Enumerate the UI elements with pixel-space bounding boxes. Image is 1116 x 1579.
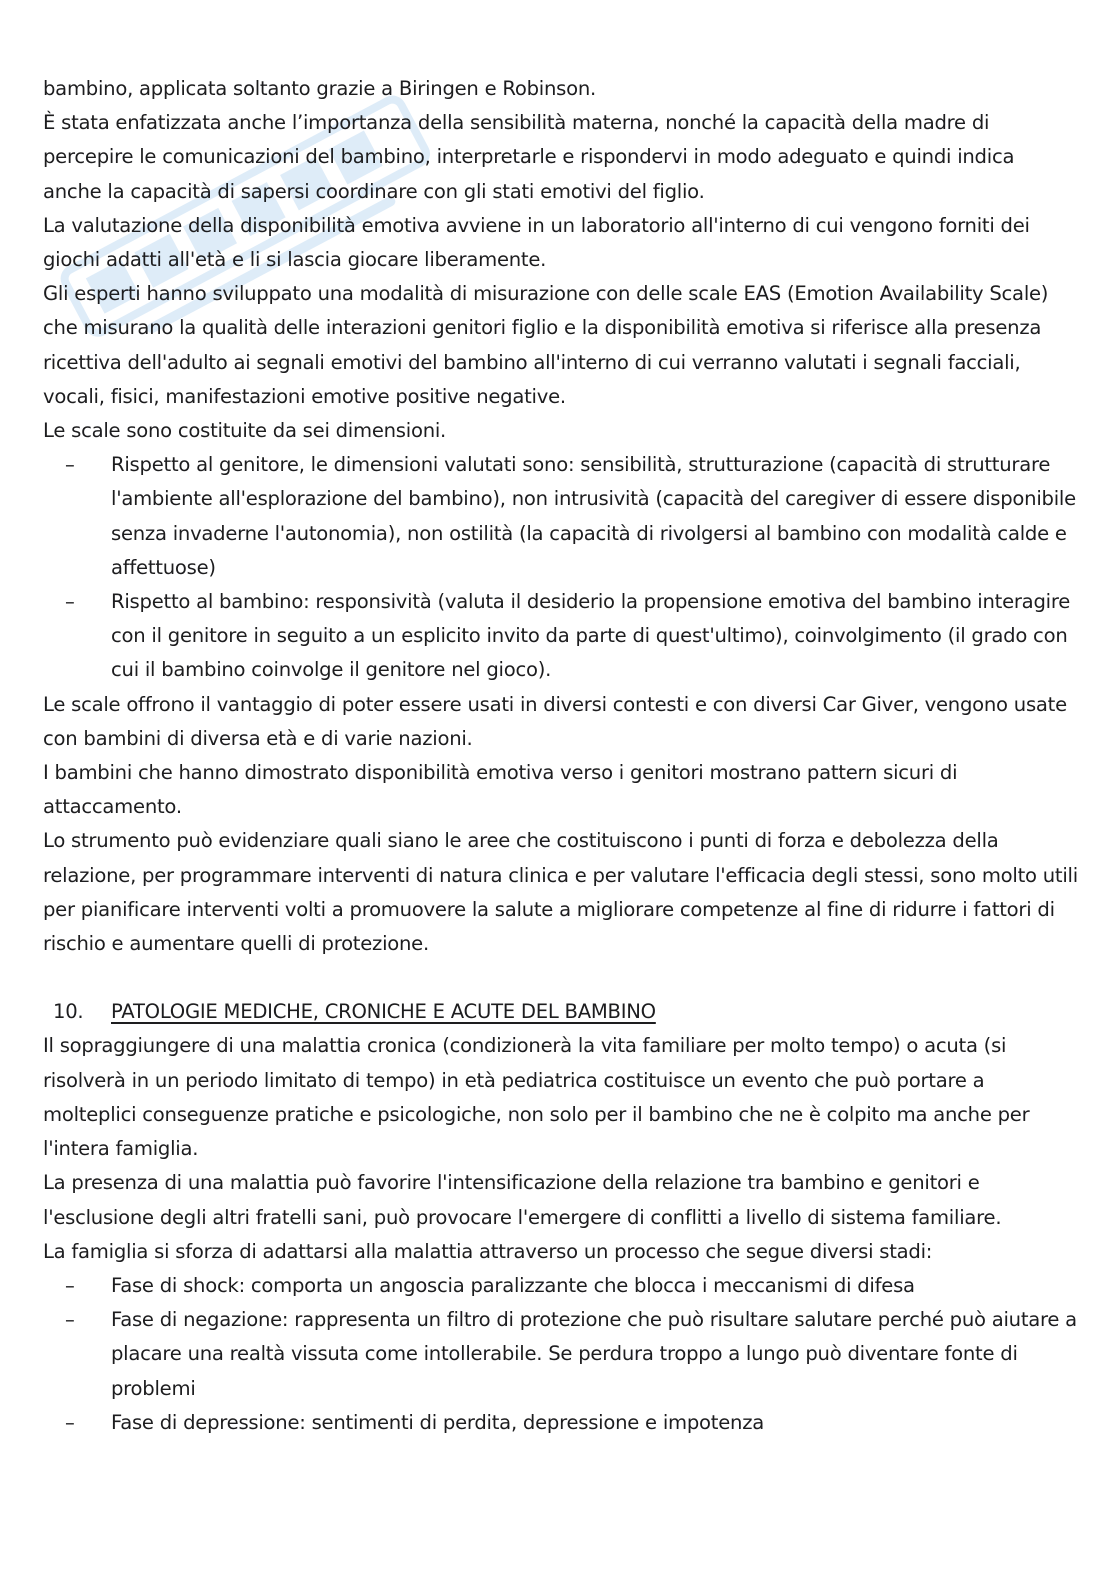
list-item [43,448,1078,585]
list-item-text: Rispetto al bambino: responsività (valuta il desiderio la propensione emotiva del bambino interagire con il genitore in seguito a un esplicito invito da parte di quest'ultimo), coinvolgimento (il grado con cui il bambino coinvolge il genitore nel gioco). [111,590,1071,682]
paragraph: Le scale offrono il vantaggio di poter essere usati in diversi contesti e con diversi Car Giver, vengono usate con bambini di diversa età e di varie nazioni. [43,692,1067,750]
paragraph: Lo strumento può evidenziare quali siano le aree che costituiscono i punti di forza e debolezza della relazione, per programmare interventi di natura clinica e per valutare l'efficacia degli stessi, sono molto utili per pianificare interventi volti a promuovere la salute a migliorare competenze al fine di ridurre i fattori di rischio e aumentare quelli di protezione. [43,829,1078,956]
list-item-text: Fase di shock: comporta un angoscia paralizzante che blocca i meccanismi di difesa [111,1273,915,1297]
section-heading [43,995,1078,1029]
list-item-text: Fase di depressione: sentimenti di perdita, depressione e impotenza [111,1410,764,1434]
spacer [43,961,1078,995]
dash-bullet-icon: – [65,1308,75,1332]
document-page [43,72,1078,1440]
list-item-text: Fase di negazione: rappresenta un filtro di protezione che può risultare salutare perché può aiutare a placare una realtà vissuta come intollerabile. Se perdura troppo a lungo può diventare fonte di problemi [111,1308,1077,1400]
dash-bullet-icon: – [65,590,75,614]
paragraph: Le scale sono costituite da sei dimensioni. [43,419,447,443]
paragraph: È stata enfatizzata anche l’importanza della sensibilità materna, nonché la capacità della madre di percepire le comunicazioni del bambino, interpretarle e rispondervi in modo adeguato e quindi indica anche la capacità di sapersi coordinare con gli stati emotivi del figlio. [43,111,1015,203]
scale-dimensions-list [43,448,1078,687]
paragraph: I bambini che hanno dimostrato disponibilità emotiva verso i genitori mostrano pattern sicuri di attaccamento. [43,761,958,819]
dash-bullet-icon: – [65,1410,75,1434]
list-item [43,1303,1078,1406]
paragraph: La valutazione della disponibilità emotiva avviene in un laboratorio all'interno di cui vengono forniti dei giochi adatti all'età e li si lascia giocare liberamente. [43,213,1030,272]
dash-bullet-icon: – [65,1273,75,1297]
family-stages-list [43,1269,1078,1440]
section-title: PATOLOGIE MEDICHE, CRONICHE E ACUTE DEL BAMBINO [111,1000,656,1024]
list-item-text: Rispetto al genitore, le dimensioni valutati sono: sensibilità, strutturazione (capacità di strutturare l'ambiente all'esplorazione del bambino), non intrusività (capacità del caregiver di essere disponibile senza invaderne l'autonomia), non ostilità (la capacità di rivolgersi al bambino con modalità calde e affettuose) [111,453,1076,579]
paragraph: bambino, applicata soltanto grazie a Biringen e Robinson. [43,77,596,100]
list-item [43,1269,1078,1303]
paragraph: La famiglia si sforza di adattarsi alla malattia attraverso un processo che segue diversi stadi: [43,1239,933,1263]
dash-bullet-icon: – [65,453,75,477]
paragraph: Gli esperti hanno sviluppato una modalità di misurazione con delle scale EAS (Emotion Availability Scale) che misurano la qualità delle interazioni genitori figlio e la disponibilità emotiva si riferisce alla presenza ricettiva dell'adulto ai segnali emotivi del bambino all'interno di cui verranno valutati i segnali facciali, vocali, fisici, manifestazioni emotive positive negative. [43,282,1049,408]
paragraph: Il sopraggiungere di una malattia cronica (condizionerà la vita familiare per molto tempo) o acuta (si risolverà in un periodo limitato di tempo) in età pediatrica costituisce un evento che può portare a molteplici conseguenze pratiche e psicologiche, non solo per il bambino che ne è colpito ma anche per l'intera famiglia. [43,1034,1030,1161]
list-item [43,585,1078,688]
paragraph: La presenza di una malattia può favorire l'intensificazione della relazione tra bambino e genitori e l'esclusione degli altri fratelli sani, può provocare l'emergere di conflitti a livello di sistema familiare. [43,1171,1002,1229]
section-number: 10. [53,1000,84,1024]
list-item [43,1406,1078,1440]
